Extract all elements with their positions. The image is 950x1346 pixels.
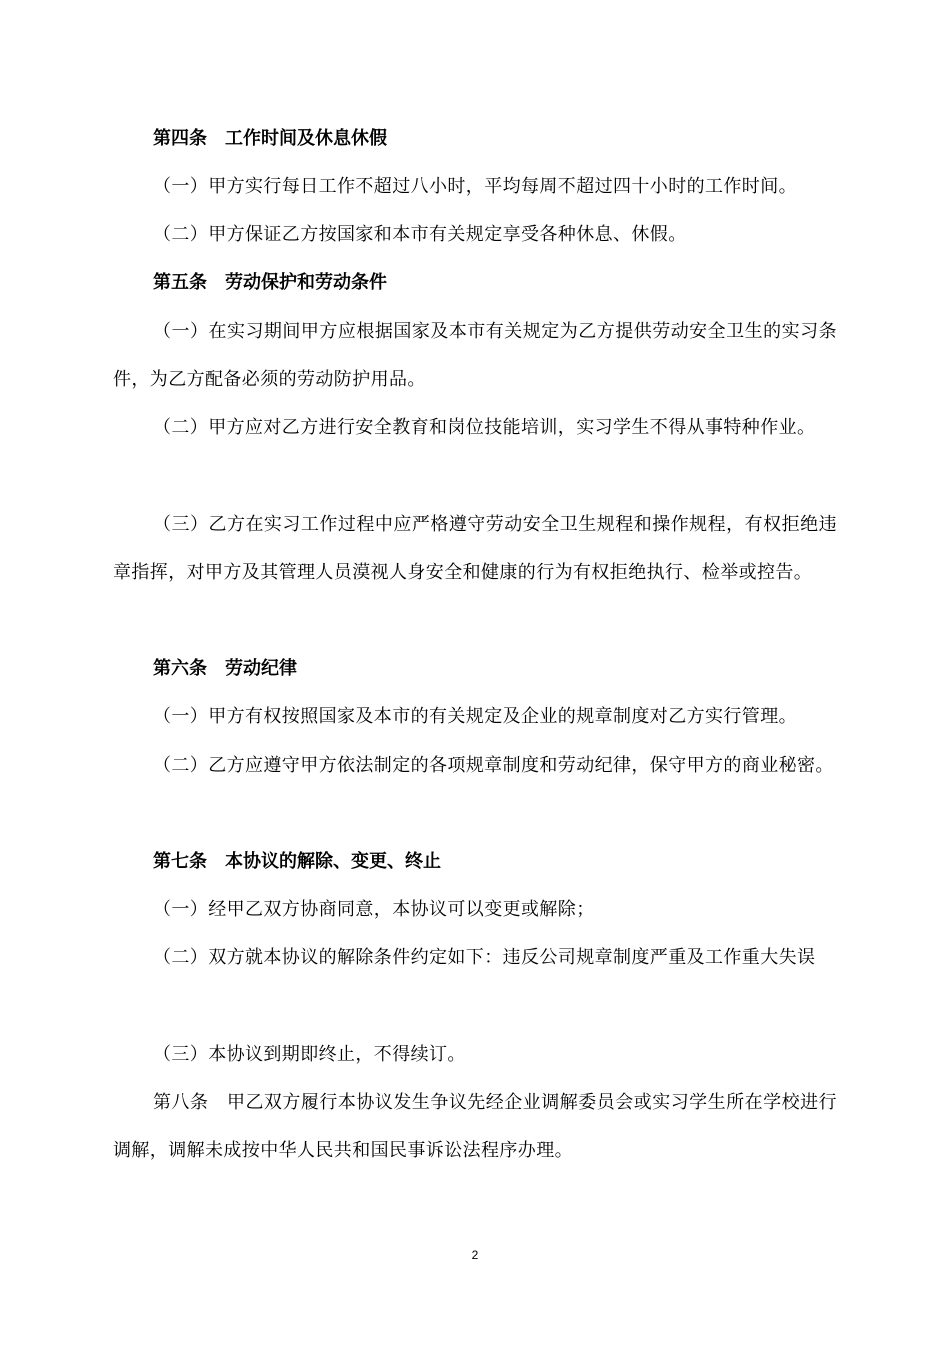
article-5-heading: 第五条 劳动保护和劳动条件 — [153, 272, 387, 293]
article-6-heading: 第六条 劳动纪律 — [153, 658, 297, 679]
article-7-clause-3: （三）本协议到期即终止，不得续订。 — [153, 1044, 466, 1065]
article-7-clause-2: （二）双方就本协议的解除条件约定如下：违反公司规章制度严重及工作重大失误 — [153, 947, 816, 968]
article-6-clause-2: （二）乙方应遵守甲方依法制定的各项规章制度和劳动纪律，保守甲方的商业秘密。 — [153, 755, 834, 776]
article-7-clause-1: （一）经甲乙双方协商同意，本协议可以变更或解除； — [153, 899, 595, 920]
page-number: 2 — [471, 1248, 479, 1262]
article-5-clause-3: （三）乙方在实习工作过程中应严格遵守劳动安全卫生规程和操作规程，有权拒绝违章指挥，对甲方及其管理人员漠视人身安全和健康的行为有权拒绝执行、检举或控告。 — [113, 514, 837, 583]
article-5-clause-2: （二）甲方应对乙方进行安全教育和岗位技能培训，实习学生不得从事特种作业。 — [153, 417, 816, 438]
article-4-clause-2: （二）甲方保证乙方按国家和本市有关规定享受各种休息、休假。 — [153, 224, 687, 245]
article-6-clause-1: （一）甲方有权按照国家及本市的有关规定及企业的规章制度对乙方实行管理。 — [153, 706, 797, 727]
article-4-clause-1: （一）甲方实行每日工作不超过八小时，平均每周不超过四十小时的工作时间。 — [153, 176, 797, 197]
article-7-heading: 第七条 本协议的解除、变更、终止 — [153, 851, 441, 872]
article-8-paragraph: 第八条 甲乙双方履行本协议发生争议先经企业调解委员会或实习学生所在学校进行调解，调解未成按中华人民共和国民事诉讼法程序办理。 — [113, 1092, 837, 1161]
article-5-clause-1: （一）在实习期间甲方应根据国家及本市有关规定为乙方提供劳动安全卫生的实习条件，为乙方配备必须的劳动防护用品。 — [113, 321, 837, 390]
article-4-heading: 第四条 工作时间及休息休假 — [153, 128, 387, 149]
